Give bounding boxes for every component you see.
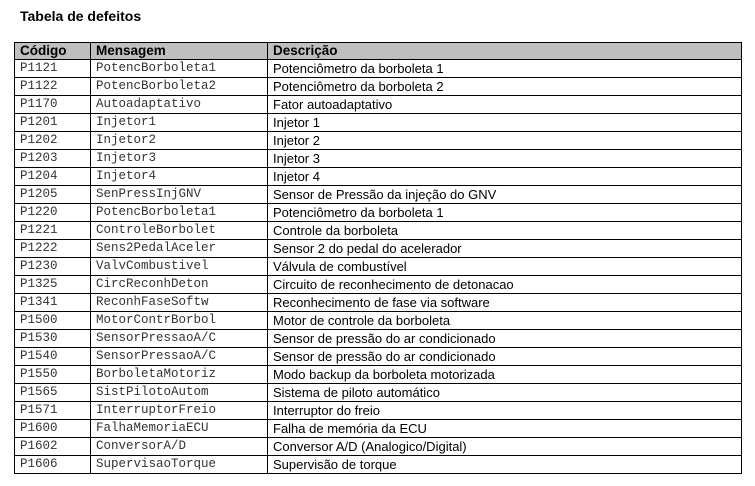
cell-description: Fator autoadaptativo [268, 96, 742, 114]
table-row [15, 384, 742, 402]
table-row [15, 114, 742, 132]
cell-code: P1205 [15, 186, 91, 204]
table-row [15, 168, 742, 186]
cell-message: Injetor1 [91, 114, 268, 132]
cell-message: Injetor3 [91, 150, 268, 168]
cell-description: Modo backup da borboleta motorizada [268, 366, 742, 384]
cell-message: Injetor2 [91, 132, 268, 150]
column-header-description: Descrição [268, 43, 742, 60]
cell-description: Interruptor do freio [268, 402, 742, 420]
cell-code: P1170 [15, 96, 91, 114]
cell-message: Sens2PedalAceler [91, 240, 268, 258]
cell-description: Sensor de pressão do ar condicionado [268, 330, 742, 348]
cell-code: P1341 [15, 294, 91, 312]
table-row [15, 294, 742, 312]
cell-code: P1121 [15, 60, 91, 78]
cell-code: P1600 [15, 420, 91, 438]
cell-code: P1122 [15, 78, 91, 96]
cell-message: PotencBorboleta1 [91, 204, 268, 222]
cell-message: Injetor4 [91, 168, 268, 186]
column-header-message: Mensagem [91, 43, 268, 60]
cell-description: Falha de memória da ECU [268, 420, 742, 438]
cell-code: P1204 [15, 168, 91, 186]
cell-message: PotencBorboleta1 [91, 60, 268, 78]
cell-message: SistPilotoAutom [91, 384, 268, 402]
cell-code: P1230 [15, 258, 91, 276]
cell-description: Supervisão de torque [268, 456, 742, 474]
cell-code: P1203 [15, 150, 91, 168]
cell-code: P1606 [15, 456, 91, 474]
table-row [15, 132, 742, 150]
cell-description: Motor de controle da borboleta [268, 312, 742, 330]
cell-code: P1565 [15, 384, 91, 402]
cell-code: P1571 [15, 402, 91, 420]
table-row [15, 96, 742, 114]
cell-description: Sensor 2 do pedal do acelerador [268, 240, 742, 258]
table-header [15, 43, 742, 60]
document-title: Tabela de defeitos [20, 8, 142, 24]
cell-description: Sistema de piloto automático [268, 384, 742, 402]
cell-message: CircReconhDeton [91, 276, 268, 294]
cell-code: P1325 [15, 276, 91, 294]
table-row [15, 312, 742, 330]
column-header-code: Código [15, 43, 91, 60]
cell-description: Válvula de combustível [268, 258, 742, 276]
cell-description: Controle da borboleta [268, 222, 742, 240]
cell-code: P1222 [15, 240, 91, 258]
cell-message: ControleBorbolet [91, 222, 268, 240]
cell-message: SensorPressaoA/C [91, 348, 268, 366]
cell-description: Injetor 1 [268, 114, 742, 132]
table-row [15, 240, 742, 258]
table-row [15, 420, 742, 438]
cell-message: SupervisaoTorque [91, 456, 268, 474]
cell-message: MotorContrBorbol [91, 312, 268, 330]
cell-description: Circuito de reconhecimento de detonacao [268, 276, 742, 294]
cell-description: Sensor de pressão do ar condicionado [268, 348, 742, 366]
cell-description: Injetor 2 [268, 132, 742, 150]
table-row [15, 276, 742, 294]
table-row [15, 222, 742, 240]
table-row [15, 204, 742, 222]
cell-code: P1220 [15, 204, 91, 222]
cell-message: InterruptorFreio [91, 402, 268, 420]
defects-table [14, 42, 742, 474]
table-row [15, 402, 742, 420]
cell-message: ConversorA/D [91, 438, 268, 456]
cell-code: P1540 [15, 348, 91, 366]
cell-message: PotencBorboleta2 [91, 78, 268, 96]
cell-code: P1550 [15, 366, 91, 384]
cell-description: Conversor A/D (Analogico/Digital) [268, 438, 742, 456]
cell-description: Potenciômetro da borboleta 2 [268, 78, 742, 96]
cell-code: P1500 [15, 312, 91, 330]
cell-message: SensorPressaoA/C [91, 330, 268, 348]
cell-code: P1202 [15, 132, 91, 150]
cell-description: Sensor de Pressão da injeção do GNV [268, 186, 742, 204]
table-body [15, 60, 742, 474]
cell-message: BorboletaMotoriz [91, 366, 268, 384]
cell-message: FalhaMemoriaECU [91, 420, 268, 438]
table-row [15, 456, 742, 474]
cell-message: ReconhFaseSoftw [91, 294, 268, 312]
cell-code: P1602 [15, 438, 91, 456]
table-row [15, 348, 742, 366]
cell-code: P1530 [15, 330, 91, 348]
cell-description: Potenciômetro da borboleta 1 [268, 204, 742, 222]
cell-message: Autoadaptativo [91, 96, 268, 114]
table-row [15, 258, 742, 276]
cell-code: P1201 [15, 114, 91, 132]
header-row [15, 43, 742, 60]
table-row [15, 438, 742, 456]
cell-message: ValvCombustivel [91, 258, 268, 276]
cell-code: P1221 [15, 222, 91, 240]
cell-description: Reconhecimento de fase via software [268, 294, 742, 312]
cell-message: SenPressInjGNV [91, 186, 268, 204]
cell-description: Potenciômetro da borboleta 1 [268, 60, 742, 78]
table-row [15, 366, 742, 384]
cell-description: Injetor 3 [268, 150, 742, 168]
table-row [15, 60, 742, 78]
table-row [15, 330, 742, 348]
table-row [15, 150, 742, 168]
table-row [15, 78, 742, 96]
cell-description: Injetor 4 [268, 168, 742, 186]
table-row [15, 186, 742, 204]
